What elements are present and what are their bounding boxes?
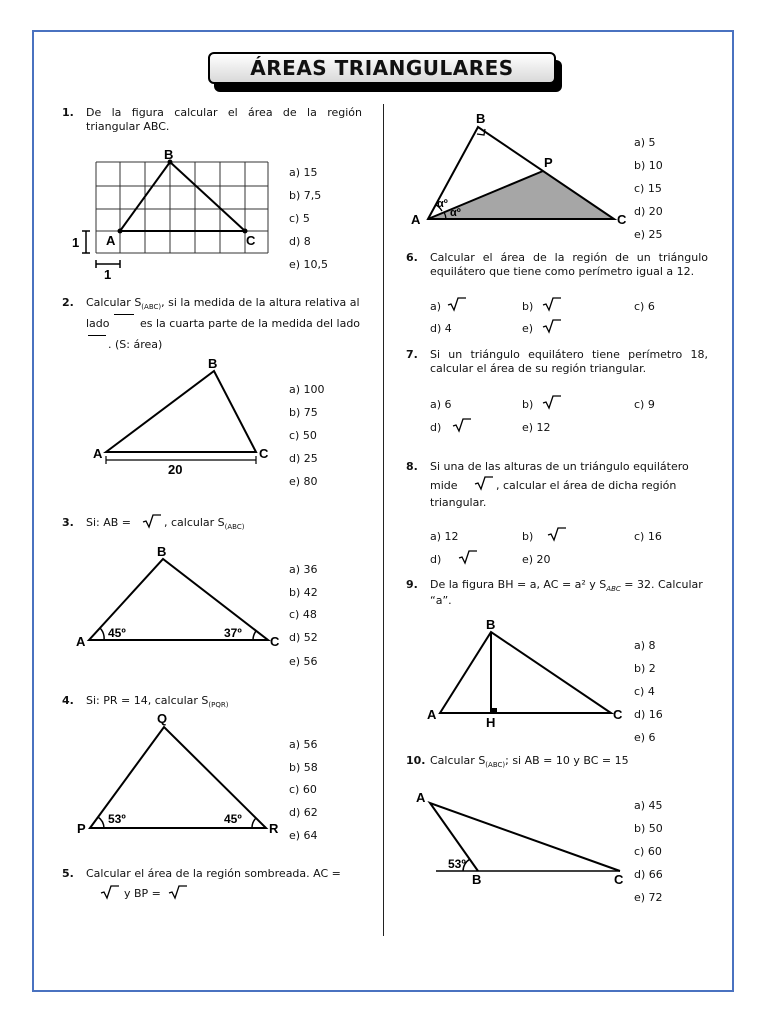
problem-8-text-b: mide	[430, 479, 458, 492]
problem-9-label-a: A	[427, 707, 437, 722]
problem-3-option-b[interactable]: b) 42	[289, 586, 318, 599]
problem-1-unit-h-label: 1	[104, 267, 112, 282]
problem-4-option-d[interactable]: d) 62	[289, 806, 318, 819]
problem-2-label-a: A	[93, 446, 103, 461]
problem-5-label-a: A	[411, 212, 421, 227]
problem-3-option-c[interactable]: c) 48	[289, 608, 317, 621]
problem-2-label-b: B	[208, 356, 218, 371]
problem-2-text-b: , si la medida de la altura relativa al	[161, 296, 360, 309]
problem-9-option-d[interactable]: d) 16	[634, 708, 663, 721]
problem-4-option-c[interactable]: c) 60	[289, 783, 317, 796]
problem-2-text-d: es la cuarta parte de la medida del lado	[140, 317, 361, 330]
problem-8-text-a: Si una de las alturas de un triángulo equilátero	[430, 460, 689, 473]
problem-1-unit-v-label: 1	[72, 235, 80, 250]
problem-3-option-d[interactable]: d) 52	[289, 631, 318, 644]
problem-8-option-c[interactable]: c) 16	[634, 530, 662, 543]
problem-3-text-b: , calcular S	[164, 516, 225, 529]
problem-5-label-b: B	[476, 111, 486, 126]
problem-10-text-a: Calcular S	[430, 754, 486, 767]
problem-5-alpha-1: αº	[437, 198, 448, 210]
problem-9-label-h: H	[486, 715, 496, 730]
problem-1-label-c: C	[246, 233, 256, 248]
problem-9-option-e[interactable]: e) 6	[634, 731, 656, 744]
problem-6-option-b[interactable]: b)	[522, 300, 534, 313]
problem-10-option-c[interactable]: c) 60	[634, 845, 662, 858]
problem-3-option-e[interactable]: e) 56	[289, 655, 318, 668]
problem-9-number: 9.	[406, 578, 418, 591]
problem-8-text-c: , calcular el área de dicha región	[496, 479, 677, 492]
problem-5-number: 5.	[62, 867, 74, 880]
problem-5-option-a[interactable]: a) 5	[634, 136, 656, 149]
problem-1-option-d[interactable]: d) 8	[289, 235, 311, 248]
problem-10-text-sub: (ABC)	[485, 761, 506, 770]
problem-3-number: 3.	[62, 516, 74, 529]
problem-4-option-a[interactable]: a) 56	[289, 738, 318, 751]
problem-2-option-d[interactable]: d) 25	[289, 452, 318, 465]
problem-2-option-b[interactable]: b) 75	[289, 406, 318, 419]
problem-10-number: 10.	[406, 754, 426, 767]
problem-6-option-d[interactable]: d) 4	[430, 322, 452, 335]
problem-3-label-c: C	[270, 634, 280, 649]
problem-4-angle-r: 45º	[224, 812, 242, 826]
problem-9-text-a: De la figura BH = a, AC = a² y S	[430, 578, 607, 591]
problem-3-option-a[interactable]: a) 36	[289, 563, 318, 576]
problem-10-angle-b: 53º	[448, 857, 466, 871]
problem-2-text-c: lado	[86, 317, 110, 330]
problem-6-number: 6.	[406, 251, 418, 264]
problem-7-number: 7.	[406, 348, 418, 361]
problem-4-label-q: Q	[157, 711, 168, 726]
problem-10-option-e[interactable]: e) 72	[634, 891, 663, 904]
problem-4-label-p: P	[77, 821, 86, 836]
problem-4-option-e[interactable]: e) 64	[289, 829, 318, 842]
problem-10-label-b: B	[472, 872, 482, 887]
problem-5-option-e[interactable]: e) 25	[634, 228, 663, 241]
problem-2-text-e: . (S: área)	[108, 338, 163, 351]
problem-8-option-e[interactable]: e) 20	[522, 553, 551, 566]
problem-9-text-c: “a”.	[430, 594, 452, 607]
problem-8-option-d[interactable]: d)	[430, 553, 442, 566]
problem-1-number: 1.	[62, 106, 74, 119]
problem-8-option-b[interactable]: b)	[522, 530, 534, 543]
problem-10-option-b[interactable]: b) 50	[634, 822, 663, 835]
problem-7-option-c[interactable]: c) 9	[634, 398, 655, 411]
problem-10-option-d[interactable]: d) 66	[634, 868, 663, 881]
problem-9-text-sub: ABC	[606, 585, 621, 594]
problem-7-text: Si un triángulo equilátero tiene perímetro 18, calcular el área de su región triangular.	[430, 348, 708, 375]
problem-2-option-e[interactable]: e) 80	[289, 475, 318, 488]
problem-9-option-c[interactable]: c) 4	[634, 685, 655, 698]
problem-10-label-c: C	[614, 872, 624, 887]
problem-8-number: 8.	[406, 460, 418, 473]
problem-2-option-a[interactable]: a) 100	[289, 383, 325, 396]
problem-9-label-b: B	[486, 617, 496, 632]
problem-1-label-b: B	[164, 147, 174, 162]
problem-5-alpha-2: αº	[450, 207, 461, 219]
problem-4-label-r: R	[269, 821, 279, 836]
problem-6-option-a[interactable]: a)	[430, 300, 442, 313]
problem-5-label-p: P	[544, 155, 553, 170]
problem-1-option-e[interactable]: e) 10,5	[289, 258, 329, 271]
problem-10-label-a: A	[416, 790, 426, 805]
problem-10-text-b: ; si AB = 10 y BC = 15	[505, 754, 629, 767]
problem-10-option-a[interactable]: a) 45	[634, 799, 663, 812]
problem-9-option-b[interactable]: b) 2	[634, 662, 656, 675]
page-title: ÁREAS TRIANGULARES	[250, 56, 514, 80]
problem-3-label-a: A	[76, 634, 86, 649]
problem-9-text-b: = 32. Calcular	[624, 578, 703, 591]
problem-8-option-a[interactable]: a) 12	[430, 530, 459, 543]
problem-4-text-sub: (PQR)	[208, 701, 229, 710]
problem-5-text-a: Calcular el área de la región sombreada. AC =	[86, 867, 341, 880]
problem-3-text-a: Si: AB =	[86, 516, 132, 529]
problem-6-option-e[interactable]: e)	[522, 322, 534, 335]
problem-4-option-b[interactable]: b) 58	[289, 761, 318, 774]
problem-3-text-sub: (ABC)	[224, 523, 245, 532]
problem-6-text: Calcular el área de la región de un triángulo equilátero que tiene como perímetro igual a 12.	[430, 251, 708, 278]
problem-4-number: 4.	[62, 694, 74, 707]
problem-2-number: 2.	[62, 296, 74, 309]
problem-5-label-c: C	[617, 212, 627, 227]
problem-7-option-d[interactable]: d)	[430, 421, 442, 434]
problem-2-label-c: C	[259, 446, 269, 461]
problem-3-label-b: B	[157, 544, 167, 559]
problem-4-text-a: Si: PR = 14, calcular S	[86, 694, 209, 707]
problem-1-label-a: A	[106, 233, 116, 248]
problem-1-option-a[interactable]: a) 15	[289, 166, 318, 179]
problem-4-angle-p: 53º	[108, 812, 126, 826]
problem-5-option-c[interactable]: c) 15	[634, 182, 662, 195]
problem-3-angle-a: 45º	[108, 626, 126, 640]
problem-7-option-e[interactable]: e) 12	[522, 421, 551, 434]
problem-1-option-c[interactable]: c) 5	[289, 212, 310, 225]
problem-7-option-a[interactable]: a) 6	[430, 398, 452, 411]
problem-9-label-c: C	[613, 707, 623, 722]
problem-5-option-b[interactable]: b) 10	[634, 159, 663, 172]
problem-3-angle-c: 37º	[224, 626, 242, 640]
problem-1-text: De la figura calcular el área de la región triangular ABC.	[86, 106, 362, 133]
problem-5-option-d[interactable]: d) 20	[634, 205, 663, 218]
problem-2-text-sub: (ABC)	[141, 303, 162, 312]
problem-6-option-c[interactable]: c) 6	[634, 300, 655, 313]
problem-8-text-d: triangular.	[430, 496, 487, 509]
problem-7-option-b[interactable]: b)	[522, 398, 534, 411]
problem-1-option-b[interactable]: b) 7,5	[289, 189, 322, 202]
problem-2-option-c[interactable]: c) 50	[289, 429, 317, 442]
problem-5-text-b: y BP =	[124, 887, 161, 900]
problem-9-option-a[interactable]: a) 8	[634, 639, 656, 652]
problem-2-text-a: Calcular S	[86, 296, 142, 309]
problem-2-label-base: 20	[168, 462, 183, 477]
